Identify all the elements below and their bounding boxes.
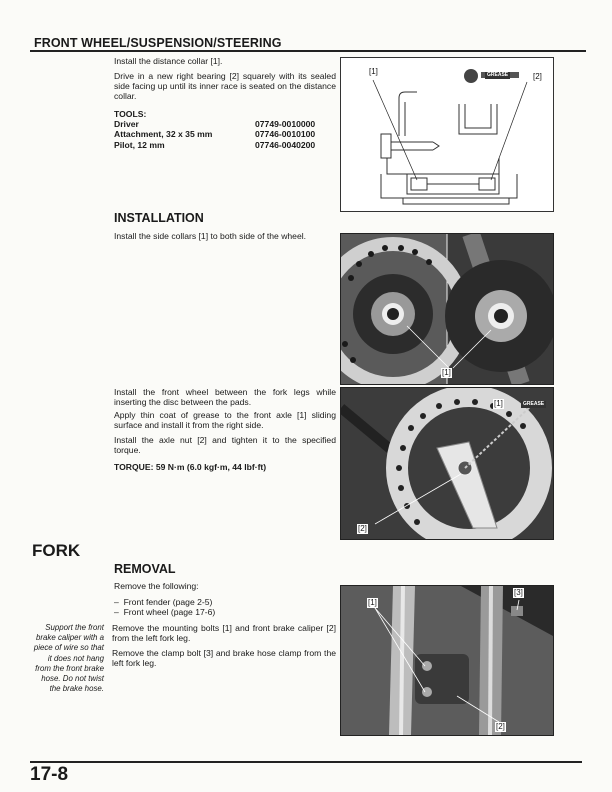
list-item: – Front fender (page 2-5): [114, 597, 213, 607]
removal-step-2: Remove the clamp bolt [3] and brake hose clamp from the left fork leg.: [112, 648, 336, 669]
torque-spec: TORQUE: 59 N·m (6.0 kgf·m, 44 lbf·ft): [114, 462, 267, 472]
callout-2: [2]: [533, 72, 542, 81]
grease-badge: GREASE: [523, 401, 545, 407]
grease-can-icon: [464, 69, 478, 83]
list-item-text: Front wheel (page 17-6): [123, 607, 216, 618]
callout-1: [1]: [442, 368, 451, 377]
list-item: – Front wheel (page 17-6): [114, 607, 216, 618]
tool-row: [114, 140, 315, 150]
bearing-step-2: Drive in a new right bearing [2] squarely with its sealed side facing up until its inner race is seated on the distance collar.: [114, 71, 336, 102]
tool-row: [114, 129, 315, 139]
bearing-line-drawing: [341, 58, 553, 211]
callout-2: [2]: [496, 722, 505, 731]
callout-1: [1]: [494, 399, 503, 408]
installation-step-4: Install the axle nut [2] and tighten it to the specified torque.: [114, 435, 336, 456]
side-note: Support the front brake caliper with a piece of wire so that it does not hang from the front brake hose. Do not twist the brake hose.: [33, 623, 104, 694]
front-wheel-axle-photo-art: [341, 388, 553, 539]
page-number: 17-8: [30, 764, 69, 785]
page-title: FRONT WHEEL/SUSPENSION/STEERING: [34, 36, 282, 50]
installation-step-3: Apply thin coat of grease to the front axle [1] sliding surface and install it from the right side.: [114, 410, 336, 431]
installation-step-2: Install the front wheel between the fork legs while inserting the disc between the pads.: [114, 387, 336, 408]
footer-rule: [30, 761, 582, 763]
grease-badge: GREASE: [487, 72, 509, 78]
tool-number: 07749-0010000: [255, 119, 316, 129]
tools-list: [114, 119, 315, 150]
removal-intro: Remove the following:: [114, 581, 199, 591]
removal-heading: REMOVAL: [114, 562, 176, 576]
tool-number: 07746-0040200: [255, 139, 316, 150]
header-rule: [30, 50, 586, 52]
tools-label: TOOLS:: [114, 109, 147, 119]
side-collar-photo: [340, 233, 554, 385]
list-item-text: Front fender (page 2-5): [123, 597, 213, 607]
callout-1: [1]: [368, 598, 377, 607]
bearing-install-diagram: [340, 57, 554, 212]
removal-list: [114, 597, 336, 617]
tool-name: Attachment, 32 x 35 mm: [114, 129, 213, 140]
tool-number: 07746-0010100: [255, 129, 316, 140]
fork-caliper-photo: [340, 585, 554, 736]
callout-3: [3]: [514, 588, 523, 597]
tool-row: [114, 119, 315, 129]
callout-2: [2]: [358, 524, 367, 533]
front-wheel-axle-photo: [340, 387, 554, 540]
removal-step-1: Remove the mounting bolts [1] and front brake caliper [2] from the left fork leg.: [112, 623, 336, 644]
installation-step-1: Install the side collars [1] to both side of the wheel.: [114, 231, 307, 241]
tool-name: Driver: [114, 119, 139, 129]
callout-1: [1]: [369, 67, 378, 76]
side-collar-photo-art: [341, 234, 553, 384]
fork-caliper-photo-art: [341, 586, 553, 735]
installation-heading: INSTALLATION: [114, 211, 204, 225]
fork-heading: FORK: [32, 541, 81, 560]
tool-name: Pilot, 12 mm: [114, 139, 165, 150]
bearing-step-1: Install the distance collar [1].: [114, 56, 223, 66]
